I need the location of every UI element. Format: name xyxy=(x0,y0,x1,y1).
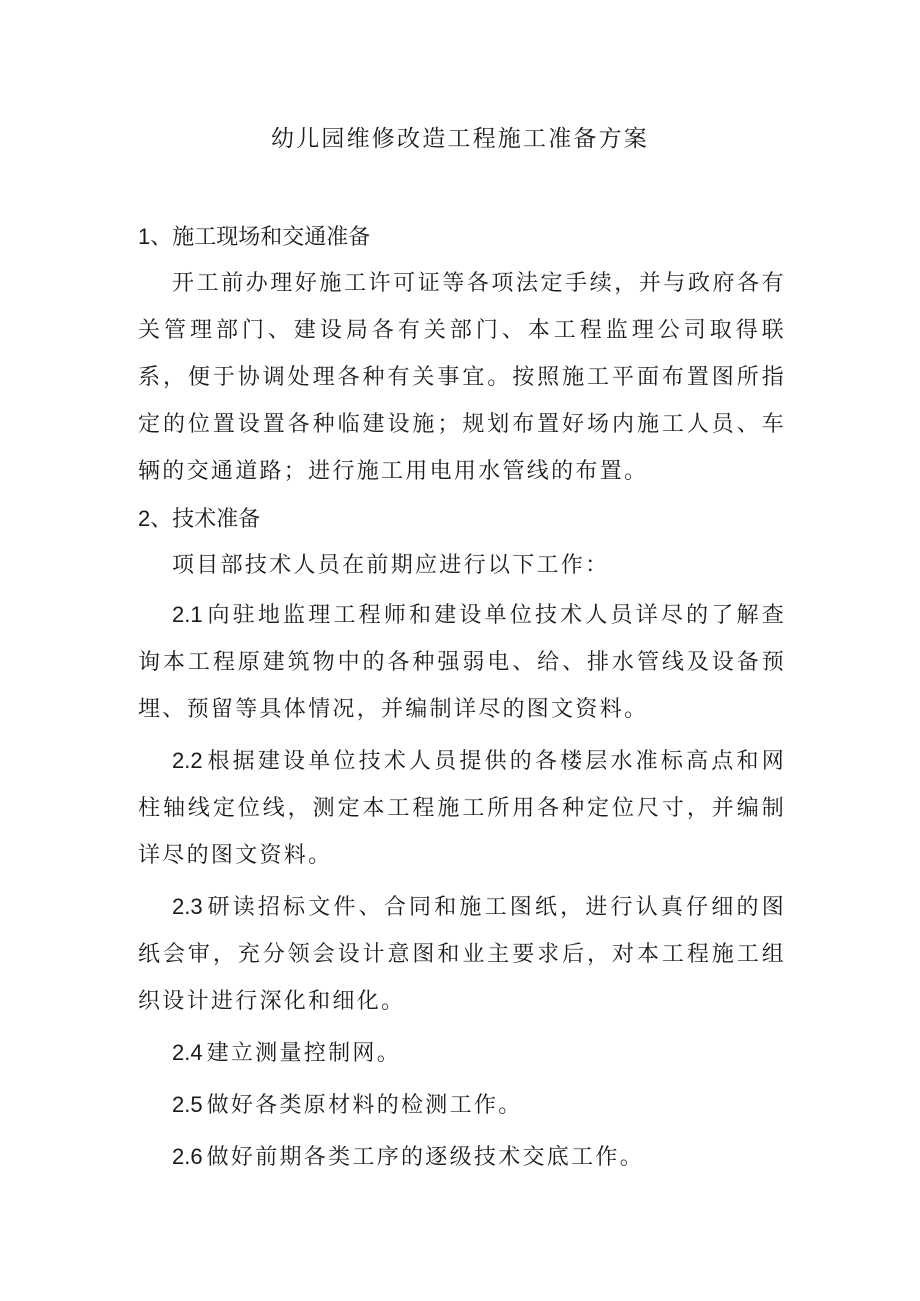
item-number: 2.3 xyxy=(172,894,203,919)
list-item xyxy=(138,1081,786,1129)
section-heading-text: 、施工现场和交通准备 xyxy=(150,225,371,250)
list-item xyxy=(138,883,786,1025)
list-item xyxy=(138,591,786,733)
item-text: 做好前期各类工序的逐级技术交底工作。 xyxy=(206,1145,644,1170)
document-title: 幼儿园维修改造工程施工准备方案 xyxy=(271,126,649,152)
item-number: 2.5 xyxy=(172,1092,203,1117)
paragraph: 开工前办理好施工许可证等各项法定手续，并与政府各有关管理部门、建设局各有关部门、本工程监理公司取得联系，便于协调处理各种有关事宜。按照施工平面布置图所指定的位置设置各种临建设施；规划布置好场内施工人员、车辆的交通道路；进行施工用电用水管线的布置。 xyxy=(138,271,786,484)
item-text: 向驻地监理工程师和建设单位技术人员详尽的了解查询本工程原建筑物中的各种强弱电、给、排水管线及设备预埋、预留等具体情况，并编制详尽的图文资料。 xyxy=(138,603,786,722)
section-number: 2 xyxy=(138,506,151,531)
section-heading xyxy=(138,495,786,542)
list-item xyxy=(138,737,786,879)
item-text: 研读招标文件、合同和施工图纸，进行认真仔细的图纸会审，充分领会设计意图和业主要求后，对本工程施工组织设计进行深化和细化。 xyxy=(138,895,786,1014)
section-number: 1 xyxy=(138,224,151,249)
section-heading xyxy=(138,213,786,260)
item-number: 2.4 xyxy=(172,1040,203,1065)
list-item xyxy=(138,1029,786,1077)
item-number: 2.2 xyxy=(172,748,203,773)
list-item xyxy=(138,1133,786,1181)
item-text: 根据建设单位技术人员提供的各楼层水准标高点和网柱轴线定位线，测定本工程施工所用各种定位尺寸，并编制详尽的图文资料。 xyxy=(138,749,786,868)
document-body xyxy=(138,213,786,1181)
item-text: 建立测量控制网。 xyxy=(206,1041,401,1066)
item-text: 做好各类原材料的检测工作。 xyxy=(206,1093,523,1118)
item-number: 2.1 xyxy=(172,602,203,627)
section-heading-text: 、技术准备 xyxy=(150,507,261,532)
item-number: 2.6 xyxy=(172,1144,203,1169)
section-intro: 项目部技术人员在前期应进行以下工作： xyxy=(172,553,610,578)
